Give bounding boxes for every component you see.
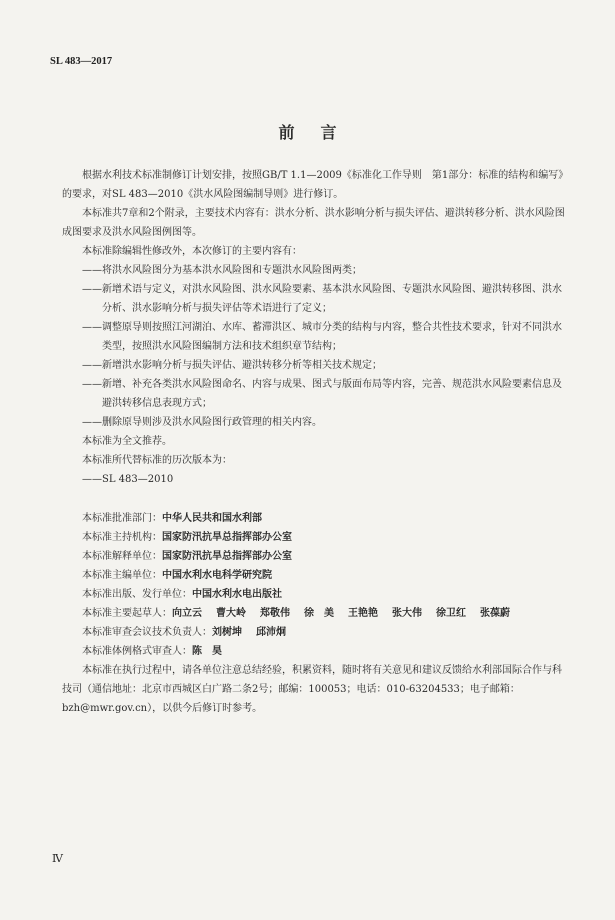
revision-item: ——新增洪水影响分析与损失评估、避洪转移分析等相关技术规定； (82, 360, 382, 371)
spacer (62, 489, 568, 509)
standard-code: SL 483—2017 (50, 56, 113, 67)
meta-block (62, 509, 568, 661)
revision-item: ——新增、补充各类洪水风险图命名、内容与成果、图式与版面布局等内容，完善、规范洪水风险要素信息及避洪转移信息表现方式； (82, 379, 562, 409)
foreword-body (62, 166, 568, 718)
meta-format-review: 本标准体例格式审查人：陈 昊 (82, 646, 222, 657)
paragraph-intro: 根据水利技术标准制修订计划安排，按照GB/T 1.1—2009《标准化工作导则 第1部分：标准的结构和编写》的要求，对SL 483—2010《洪水风险图编制导则》进行修订。 (62, 170, 564, 200)
meta-drafters: 本标准主要起草人：向立云 曹大岭 郑敬伟 徐 美 王艳艳 张大伟 徐卫红 张葆蔚 (82, 608, 510, 619)
revision-item: ——新增术语与定义，对洪水风险图、洪水风险要素、基本洪水风险图、专题洪水风险图、避洪转移图、洪水分析、洪水影响分析与损失评估等术语进行了定义； (82, 284, 562, 314)
paragraph-changes: 本标准除编辑性修改外，本次修订的主要内容有： (82, 246, 302, 257)
revision-item: ——删除原导则涉及洪水风险图行政管理的相关内容。 (82, 417, 322, 428)
page-title: 前言 (278, 123, 363, 142)
paragraph-contents: 本标准共7章和2个附录，主要技术内容有：洪水分析、洪水影响分析与损失评估、避洪转移分析、洪水风险图成图要求及洪水风险图例图等。 (62, 208, 565, 238)
meta-host: 本标准主持机构：国家防汛抗旱总指挥部办公室 (82, 532, 292, 543)
meta-review: 本标准审查会议技术负责人：刘树坤 邱沛炯 (82, 627, 286, 638)
revision-item: ——将洪水风险图分为基本洪水风险图和专题洪水风险图两类； (82, 265, 362, 276)
feedback-text: 本标准在执行过程中，请各单位注意总结经验，积累资料，随时将有关意见和建议反馈给水利部国际合作与科技司（通信地址：北京市西城区白广路二条2号；邮编：100053；电话：010-63204533；电子邮箱：bzh@mwr.gov.cn），以供今后修订时参考。 (62, 665, 562, 714)
history-item: ——SL 483—2010 (82, 474, 174, 485)
page-number: Ⅳ (52, 853, 63, 865)
meta-interpret: 本标准解释单位：国家防汛抗旱总指挥部办公室 (82, 551, 292, 562)
meta-editor: 本标准主编单位：中国水利水电科学研究院 (82, 570, 272, 581)
history-label: 本标准所代替标准的历次版本为： (82, 455, 232, 466)
meta-publisher: 本标准出版、发行单位：中国水利水电出版社 (82, 589, 282, 600)
revision-item: ——调整原导则按照江河湖泊、水库、蓄滞洪区、城市分类的结构与内容，整合共性技术要求，针对不同洪水类型，按照洪水风险图编制方法和技术组织章节结构； (82, 322, 562, 352)
meta-approval: 本标准批准部门：中华人民共和国水利部 (82, 513, 262, 524)
recommend-text: 本标准为全文推荐。 (82, 436, 172, 447)
